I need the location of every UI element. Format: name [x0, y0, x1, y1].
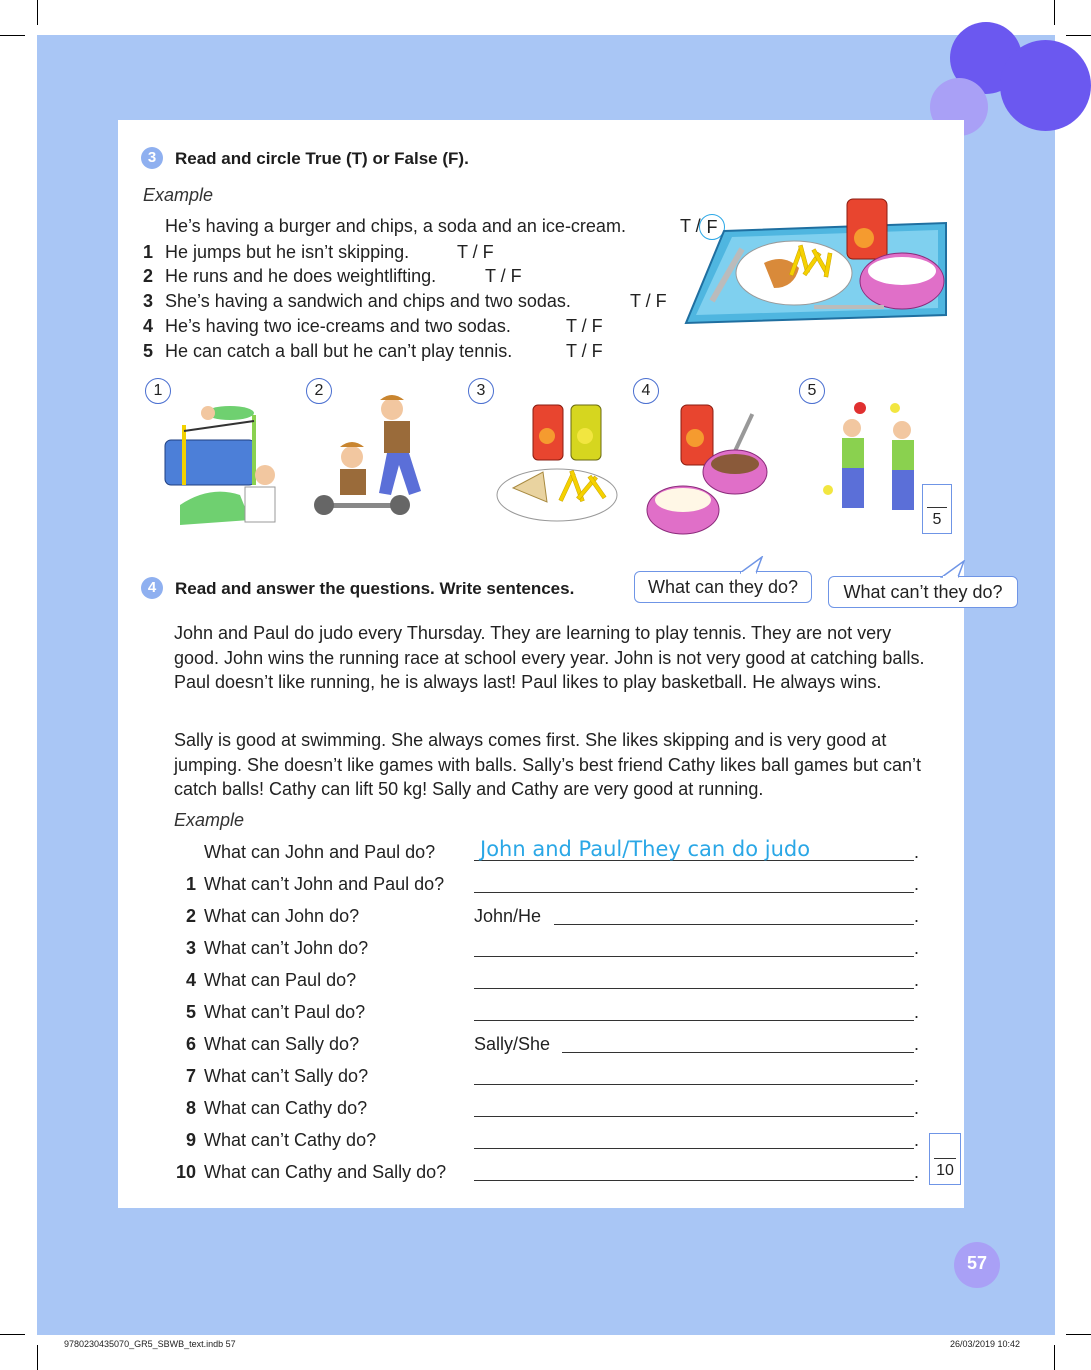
question-number: 6	[185, 1034, 196, 1054]
answer-line[interactable]	[474, 1180, 914, 1181]
reading-paragraph-2: Sally is good at swimming. She always comes first. She likes skipping and is very good at jumping. She doesn’t like games with balls. Sally’s best friend Cathy likes ball games but can’t catch balls! Cathy can lift 50 kg! Sally and Cathy are very good at running.	[174, 730, 922, 799]
answer-line[interactable]	[554, 924, 914, 925]
question-text: What can’t Sally do?	[204, 1066, 369, 1086]
item-number: 4	[143, 316, 154, 336]
speech-bubble-tail	[940, 560, 966, 578]
question-text: What can’t Cathy do?	[204, 1130, 377, 1150]
picture-number: 1	[145, 378, 171, 404]
exercise-4-title: Read and answer the questions. Write sentences.	[175, 579, 575, 598]
item-tf[interactable]: T / F	[457, 242, 494, 262]
answer-period: .	[914, 842, 920, 862]
question-number: 2	[185, 906, 196, 926]
answer-line[interactable]	[474, 1116, 914, 1117]
weightlifting-illustration	[312, 395, 442, 525]
answer-period: .	[914, 938, 920, 958]
question-number: 10	[176, 1162, 197, 1182]
answer-period: .	[914, 1162, 920, 1182]
question-text: What can’t John do?	[204, 938, 369, 958]
exercise-3-title: Read and circle True (T) or False (F).	[175, 149, 469, 168]
item-text: He’s having two ice-creams and two sodas.	[165, 316, 511, 336]
item-number: 1	[143, 242, 154, 262]
item-text: He runs and he does weightlifting.	[165, 266, 437, 286]
item-tf[interactable]: T / F	[566, 341, 603, 361]
picture-number: 3	[468, 378, 494, 404]
exercise-4-score	[929, 1133, 961, 1185]
exercise-4-number: 4	[141, 577, 163, 599]
answer-period: .	[914, 1130, 920, 1150]
footer-timestamp: 26/03/2019 10:42	[950, 1339, 1021, 1349]
item-number: 3	[143, 291, 154, 311]
question-number: 4	[185, 970, 196, 990]
high-jump-illustration	[160, 395, 285, 530]
example-tf-t: T /	[680, 216, 701, 236]
example-answer: John and Paul/They can do judo	[480, 837, 811, 861]
example-sentence: He’s having a burger and chips, a soda and an ice-cream.	[165, 216, 626, 236]
question-text: What can Sally do?	[204, 1034, 360, 1054]
speech-bubble-tail	[740, 556, 764, 574]
answer-line[interactable]	[474, 1148, 914, 1149]
answer-line[interactable]	[474, 988, 914, 989]
question-text: What can Cathy do?	[204, 1098, 368, 1118]
question-number: 8	[185, 1098, 196, 1118]
icecreams-soda-illustration	[645, 400, 775, 540]
answer-period: .	[914, 1002, 920, 1022]
question-text: What can John do?	[204, 906, 360, 926]
food-tray-illustration	[684, 193, 954, 328]
speech-bubble-can: What can they do?	[634, 571, 812, 603]
tennis-illustration	[820, 400, 930, 520]
question-number: 9	[185, 1130, 196, 1150]
sandwich-sodas-illustration	[495, 400, 623, 525]
question-number: 1	[185, 874, 196, 894]
question-text: What can’t John and Paul do?	[204, 874, 445, 894]
speech-bubble-cant: What can’t they do?	[828, 576, 1018, 608]
answer-period: .	[914, 1066, 920, 1086]
example-label: Example	[143, 185, 214, 205]
footer-file-info: 9780230435070_GR5_SBWB_text.indb 57	[64, 1339, 236, 1349]
reading-paragraph-1: John and Paul do judo every Thursday. They are learning to play tennis. They are not very good. John wins the running race at school every year. John is not very good at catching balls. Paul doesn’t like running, he is always last! Paul likes to play basketball. He always wins.	[174, 623, 925, 692]
question-number: 5	[185, 1002, 196, 1022]
question-number: 7	[185, 1066, 196, 1086]
page-number: 57	[966, 1253, 988, 1273]
question-text: What can Cathy and Sally do?	[204, 1162, 447, 1182]
answer-period: .	[914, 970, 920, 990]
question-number: 3	[185, 938, 196, 958]
item-text: She’s having a sandwich and chips and two sodas.	[165, 291, 571, 311]
exercise-3-number: 3	[141, 147, 163, 169]
example-tf-f-circled[interactable]: F	[699, 214, 725, 240]
answer-prefix: Sally/She	[474, 1034, 551, 1054]
picture-number: 5	[799, 378, 825, 404]
item-text: He can catch a ball but he can’t play tennis.	[165, 341, 513, 361]
decor-circle	[1000, 40, 1091, 131]
answer-line[interactable]	[474, 892, 914, 893]
item-tf[interactable]: T / F	[630, 291, 667, 311]
item-tf[interactable]: T / F	[485, 266, 522, 286]
question-text: What can Paul do?	[204, 970, 357, 990]
exercise-4-score-value: 10	[936, 1162, 954, 1179]
example-label-4: Example	[174, 810, 245, 830]
answer-prefix: John/He	[474, 906, 542, 926]
answer-line[interactable]	[474, 1084, 914, 1085]
example-question: What can John and Paul do?	[204, 842, 436, 862]
item-tf[interactable]: T / F	[566, 316, 603, 336]
answer-line[interactable]	[562, 1052, 914, 1053]
exercise-3-score-value: 5	[932, 511, 942, 528]
picture-number: 4	[633, 378, 659, 404]
answer-line[interactable]	[474, 1020, 914, 1021]
answer-period: .	[914, 906, 920, 926]
item-number: 2	[143, 266, 154, 286]
picture-number: 2	[306, 378, 332, 404]
answer-period: .	[914, 874, 920, 894]
answer-period: .	[914, 1098, 920, 1118]
answer-period: .	[914, 1034, 920, 1054]
exercise-3-score	[922, 484, 952, 534]
question-text: What can’t Paul do?	[204, 1002, 366, 1022]
answer-line[interactable]	[474, 956, 914, 957]
item-text: He jumps but he isn’t skipping.	[165, 242, 410, 262]
item-number: 5	[143, 341, 154, 361]
